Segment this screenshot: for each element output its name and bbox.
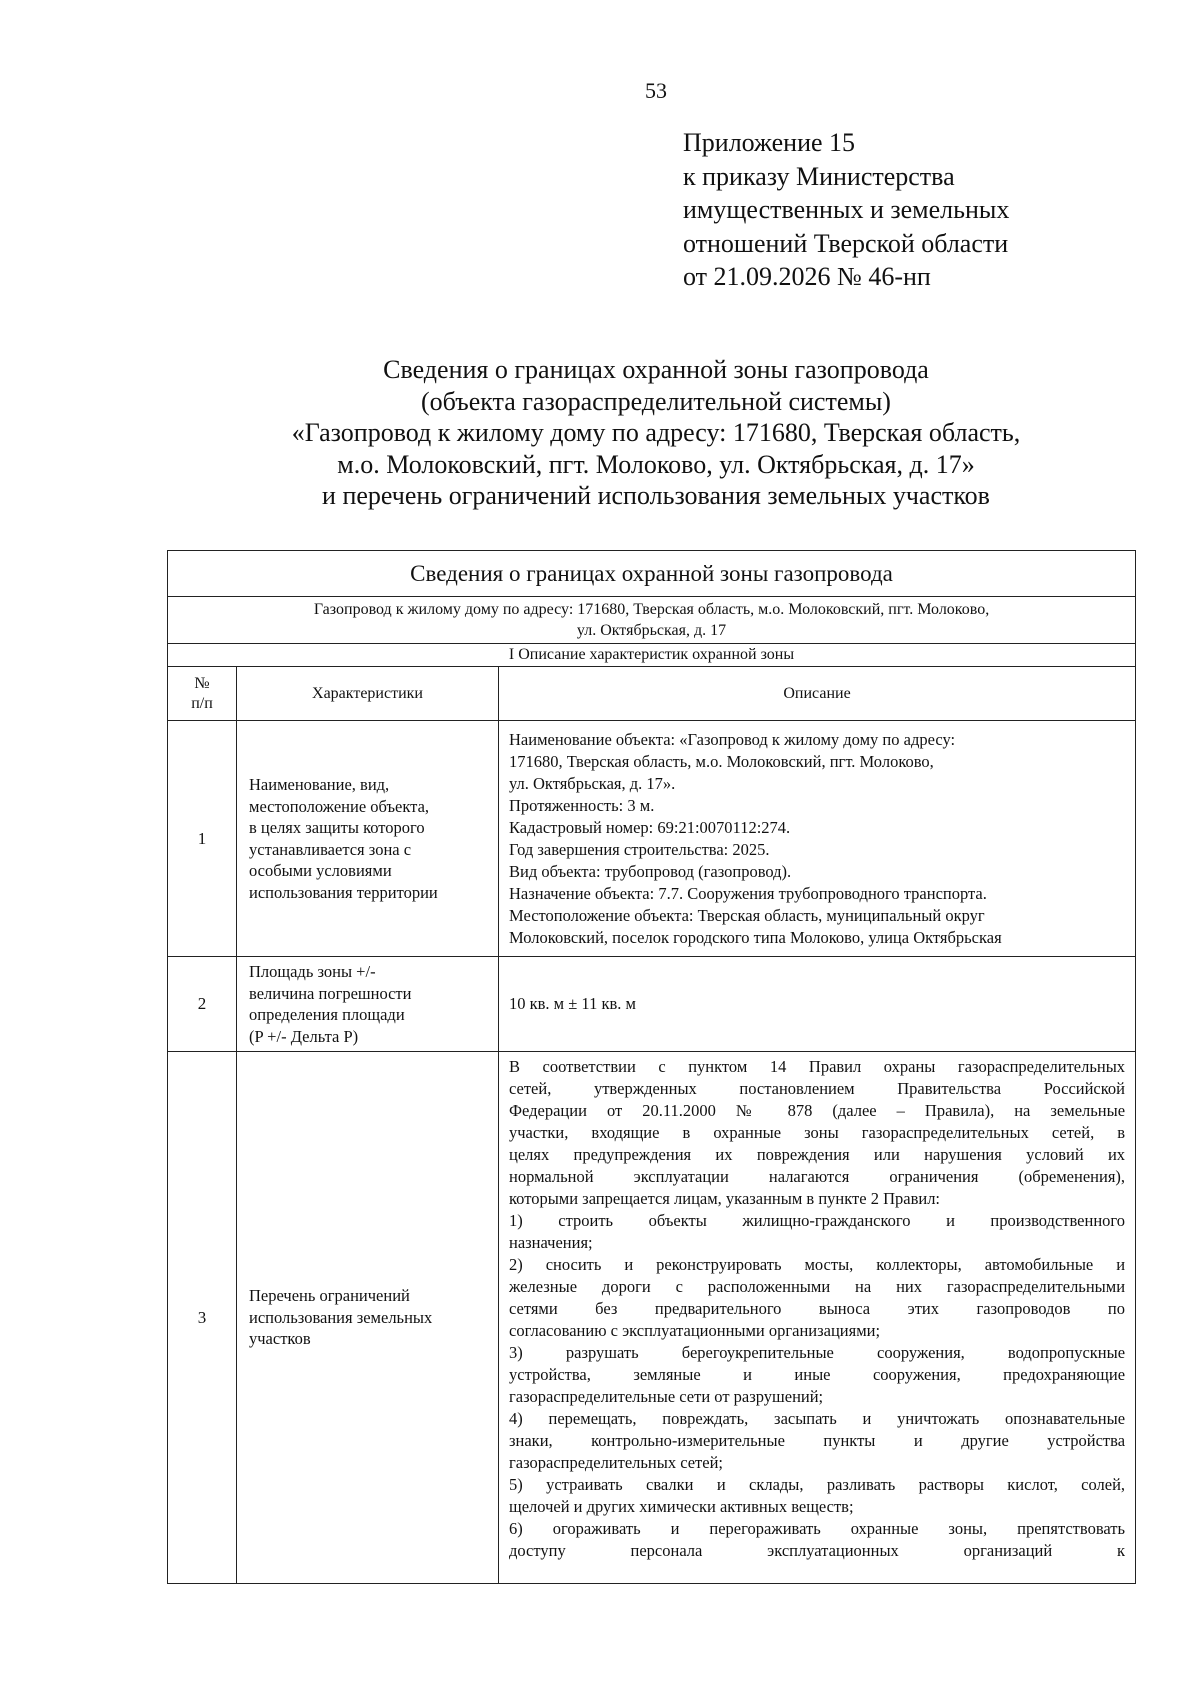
text-line: Год завершения строительства: 2025.	[509, 839, 770, 859]
text-line: определения площади	[249, 1005, 405, 1024]
text-line: В соответствии с пунктом 14 Правил охраны газораспределительных	[509, 1057, 1126, 1076]
text-line: 6) огораживать и перегораживать охранные зоны, препятствовать	[509, 1519, 1126, 1538]
title-line: и перечень ограничений использования земельных участков	[322, 481, 990, 510]
text-line: Вид объекта: трубопровод (газопровод).	[509, 861, 792, 881]
text-line: Кадастровый номер: 69:21:0070112:274.	[509, 817, 791, 837]
row-number: 3	[168, 1052, 237, 1584]
header-num-line: п/п	[191, 694, 213, 712]
appendix-line: отношений Тверской области	[683, 228, 1009, 258]
text-line: 1) строить объекты жилищно-гражданского и производственного	[509, 1211, 1126, 1230]
table-row	[168, 721, 1136, 957]
text-line: (P +/- Дельта P)	[249, 1026, 359, 1046]
section-heading: I Описание характеристик охранной зоны	[168, 644, 1136, 667]
row-characteristic	[237, 957, 499, 1052]
text-line: Федерации от 20.11.2000 № 878 (далее – Правила), на земельные	[509, 1101, 1126, 1120]
text-line: величина погрешности	[249, 983, 412, 1003]
text-line: 10 кв. м ± 11 кв. м	[509, 994, 636, 1013]
title-line: Сведения о границах охранной зоны газопровода	[383, 355, 929, 384]
row-characteristic	[237, 1052, 499, 1584]
appendix-line: от 21.09.2026 № 46-нп	[683, 262, 931, 291]
text-line: щелочей и других химически активных веществ;	[509, 1497, 854, 1516]
text-line: в целях защиты которого	[249, 818, 425, 837]
text-line: 171680, Тверская область, м.о. Молоковский, пгт. Молоково,	[509, 751, 934, 771]
row-characteristic	[237, 721, 499, 957]
text-line: участки, входящие в охранные зоны газораспределительных сетей, в	[509, 1123, 1126, 1142]
text-line: нормальной эксплуатации налагаются ограничения (обременения),	[509, 1167, 1126, 1186]
text-line: 4) перемещать, повреждать, засыпать и уничтожать опознавательные	[509, 1409, 1126, 1428]
table-title: Сведения о границах охранной зоны газопровода	[168, 551, 1136, 597]
appendix-line: имущественных и земельных	[683, 195, 1010, 224]
text-line: использования земельных	[249, 1307, 433, 1327]
text-line: газораспределительные сети от разрушений;	[509, 1387, 824, 1406]
header-characteristics: Характеристики	[237, 667, 499, 721]
text-line: устройства, земляные и иные сооружения, предохраняющие	[509, 1365, 1126, 1384]
subtitle-line: ул. Октябрьская, д. 17	[576, 622, 727, 639]
subtitle-line: Газопровод к жилому дому по адресу: 171680, Тверская область, м.о. Молоковский, пгт. Молоково,	[313, 601, 990, 618]
text-line: Местоположение объекта: Тверская область, муниципальный округ	[509, 905, 985, 925]
text-line: Молоковский, поселок городского типа Молоково, улица Октябрьская	[509, 927, 1002, 947]
text-line: доступу персонала эксплуатационных организаций к	[509, 1541, 1126, 1560]
row-number: 1	[168, 721, 237, 957]
text-line: участков	[249, 1329, 311, 1349]
header-description: Описание	[499, 667, 1136, 721]
row-description	[499, 957, 1136, 1052]
zone-table	[167, 550, 1136, 1584]
text-line: целях предупреждения их повреждения или нарушения условий их	[509, 1145, 1126, 1164]
title-line: (объекта газораспределительной системы)	[421, 386, 891, 416]
text-line: Площадь зоны +/-	[249, 962, 376, 981]
text-line: Протяженность: 3 м.	[509, 795, 655, 815]
text-line: железные дороги с расположенными на них газораспределительными	[509, 1277, 1126, 1296]
text-line: 3) разрушать берегоукрепительные сооружения, водопропускные	[509, 1343, 1126, 1362]
row-description	[499, 1052, 1136, 1584]
text-line: газораспределительных сетей;	[509, 1453, 724, 1472]
text-line: Назначение объекта: 7.7. Сооружения трубопроводного транспорта.	[509, 883, 987, 903]
text-line: ул. Октябрьская, д. 17».	[509, 773, 676, 793]
text-line: сетями без предварительного выноса этих газопроводов по	[509, 1299, 1126, 1318]
title-line: «Газопровод к жилому дому по адресу: 171680, Тверская область,	[291, 418, 1021, 447]
appendix-line: к приказу Министерства	[683, 161, 955, 191]
text-line: 5) устраивать свалки и склады, разливать растворы кислот, солей,	[509, 1475, 1126, 1494]
text-line: назначения;	[509, 1233, 593, 1252]
text-line: Наименование объекта: «Газопровод к жилому дому по адресу:	[509, 729, 956, 749]
text-line: устанавливается зона с	[249, 839, 412, 859]
text-line: согласованию с эксплуатационными организациями;	[509, 1321, 881, 1340]
header-num-line: №	[194, 674, 210, 692]
text-line: 2) сносить и реконструировать мосты, коллекторы, автомобильные и	[509, 1255, 1126, 1274]
document-title	[0, 354, 1200, 512]
header-num	[168, 667, 237, 721]
text-line: сетей, утвержденных постановлением Правительства Российской	[509, 1079, 1126, 1098]
text-line: которыми запрещается лицам, указанным в пункте 2 Правил:	[509, 1189, 941, 1208]
text-line: Перечень ограничений	[249, 1286, 410, 1306]
row-description	[499, 721, 1136, 957]
row-number: 2	[168, 957, 237, 1052]
page-number: 53	[645, 78, 667, 103]
title-line: м.о. Молоковский, пгт. Молоково, ул. Октябрьская, д. 17»	[337, 449, 975, 479]
table-subtitle	[168, 597, 1136, 644]
text-line: особыми условиями	[249, 861, 392, 880]
text-line: знаки, контрольно-измерительные пункты и другие устройства	[509, 1431, 1126, 1450]
table-row	[168, 957, 1136, 1052]
appendix-line: Приложение 15	[683, 128, 856, 157]
text-line: местоположение объекта,	[249, 796, 430, 816]
text-line: использования территории	[249, 882, 438, 902]
appendix-header	[683, 126, 1009, 294]
table-row	[168, 1052, 1136, 1584]
text-line: Наименование, вид,	[249, 775, 390, 794]
